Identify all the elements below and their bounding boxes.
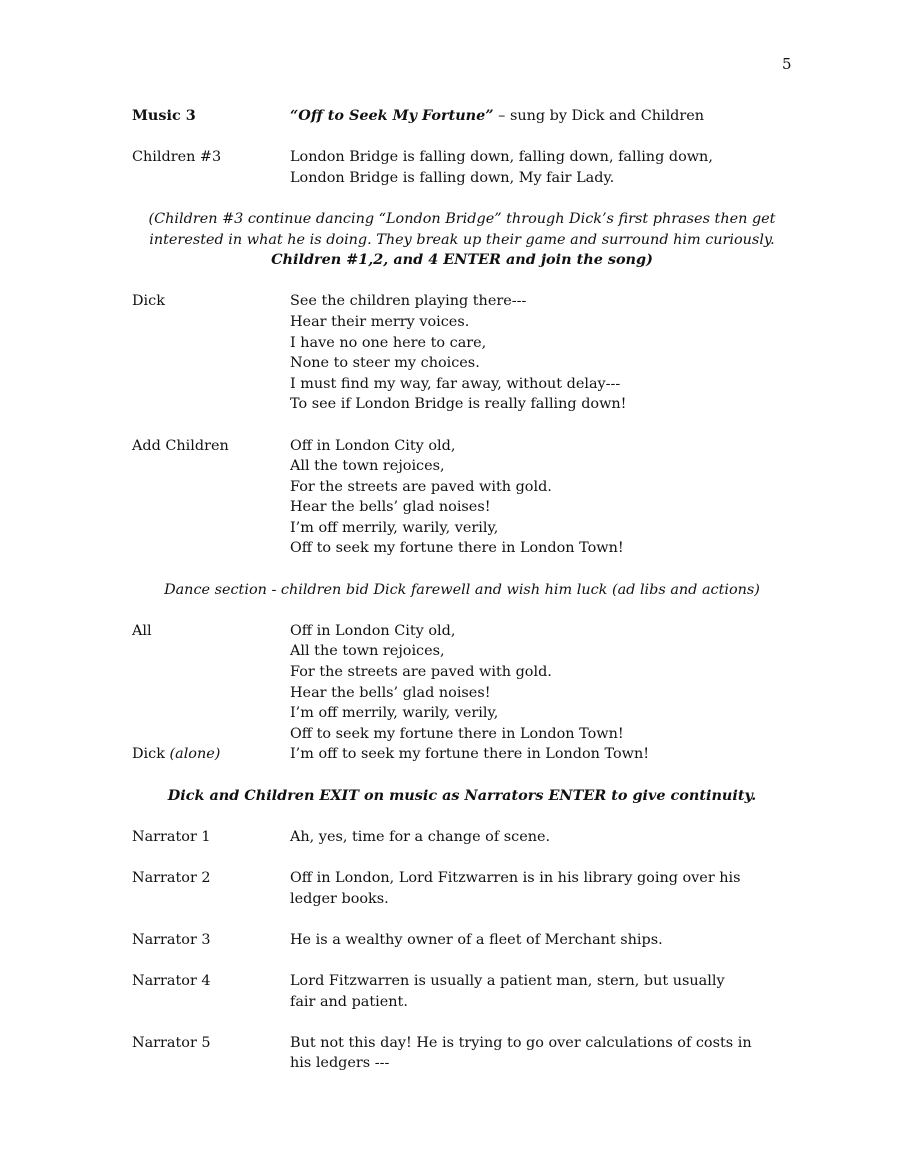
dialogue-block	[132, 744, 792, 765]
music-cue	[132, 106, 792, 127]
dialogue-block	[132, 147, 792, 188]
lyric-line: Off to seek my fortune there in London Town!	[290, 725, 624, 742]
lyric-line: Hear the bells’ glad noises!	[290, 684, 491, 701]
dialogue-line: ledger books.	[290, 890, 389, 907]
dialogue-line: Lord Fitzwarren is usually a patient man, stern, but usually	[290, 972, 725, 989]
dialogue-block	[132, 621, 792, 745]
speaker-name: Narrator 3	[132, 931, 211, 948]
lyric-line: All the town rejoices,	[290, 643, 445, 660]
lyric-line: I’m off to seek my fortune there in London Town!	[290, 746, 650, 763]
music-label: Music 3	[132, 107, 196, 124]
lyric-line: To see if London Bridge is really falling down!	[290, 396, 627, 413]
lyric-line: Off to seek my fortune there in London Town!	[290, 540, 624, 557]
direction-line: (Children #3 continue dancing “London Bridge” through Dick’s first phrases then get	[148, 210, 776, 227]
dialogue-line: fair and patient.	[290, 993, 408, 1010]
dialogue-block	[132, 868, 792, 909]
speaker-name: Narrator 2	[132, 869, 211, 886]
speaker-name: Narrator 1	[132, 828, 211, 845]
speaker-name: Narrator 4	[132, 972, 211, 989]
stage-direction	[122, 786, 802, 807]
dialogue-line: But not this day! He is trying to go over calculations of costs in	[290, 1034, 752, 1051]
page-number: 5	[782, 55, 792, 73]
lyric-line: I’m off merrily, warily, verily,	[290, 519, 499, 536]
speaker-name: Narrator 5	[132, 1034, 211, 1051]
dialogue-block	[132, 1033, 792, 1074]
dialogue-block	[132, 291, 792, 415]
lyric-line: I have no one here to care,	[290, 334, 487, 351]
speaker-name: Dick	[132, 293, 165, 310]
dialogue-block	[132, 930, 792, 951]
dialogue-block	[132, 827, 792, 848]
lyric-line: Off in London City old,	[290, 622, 456, 639]
song-credit: – sung by Dick and Children	[493, 108, 705, 124]
script-content	[132, 106, 792, 1074]
lyric-line: For the streets are paved with gold.	[290, 664, 552, 681]
speaker-name: Add Children	[132, 437, 229, 454]
speaker-name: All	[132, 622, 152, 639]
direction-line: Dance section - children bid Dick farewell and wish him luck (ad libs and actions)	[164, 581, 760, 598]
lyric-line: Hear the bells’ glad noises!	[290, 499, 491, 516]
dialogue-block	[132, 436, 792, 560]
direction-line: interested in what he is doing. They break up their game and surround him curiously.	[149, 231, 775, 248]
lyric-line: None to steer my choices.	[290, 355, 480, 372]
song-title: “Off to Seek My Fortune”	[290, 107, 494, 124]
speaker-qualifier: (alone)	[169, 746, 221, 763]
dialogue-block	[132, 971, 792, 1012]
lyric-line: London Bridge is falling down, falling down, falling down,	[290, 149, 713, 166]
stage-direction	[122, 580, 802, 601]
lyric-line: Hear their merry voices.	[290, 313, 470, 330]
direction-line: Dick and Children EXIT on music as Narrators ENTER to give continuity.	[167, 786, 757, 804]
dialogue-line: He is a wealthy owner of a fleet of Merchant ships.	[290, 931, 663, 948]
lyric-line: I must find my way, far away, without delay---	[290, 375, 621, 392]
dialogue-line: his ledgers ---	[290, 1055, 390, 1072]
lyric-line: London Bridge is falling down, My fair Lady.	[290, 169, 615, 186]
lyric-line: Off in London City old,	[290, 437, 456, 454]
lyric-line: I’m off merrily, warily, verily,	[290, 705, 499, 722]
lyric-line: See the children playing there---	[290, 293, 527, 310]
speaker-name: Dick	[132, 746, 165, 763]
direction-line: Children #1,2, and 4 ENTER and join the song)	[271, 251, 653, 269]
speaker-name: Children #3	[132, 149, 222, 166]
stage-direction	[122, 209, 802, 271]
dialogue-line: Ah, yes, time for a change of scene.	[290, 828, 551, 845]
dialogue-line: Off in London, Lord Fitzwarren is in his library going over his	[290, 869, 741, 886]
lyric-line: For the streets are paved with gold.	[290, 478, 552, 495]
lyric-line: All the town rejoices,	[290, 458, 445, 475]
